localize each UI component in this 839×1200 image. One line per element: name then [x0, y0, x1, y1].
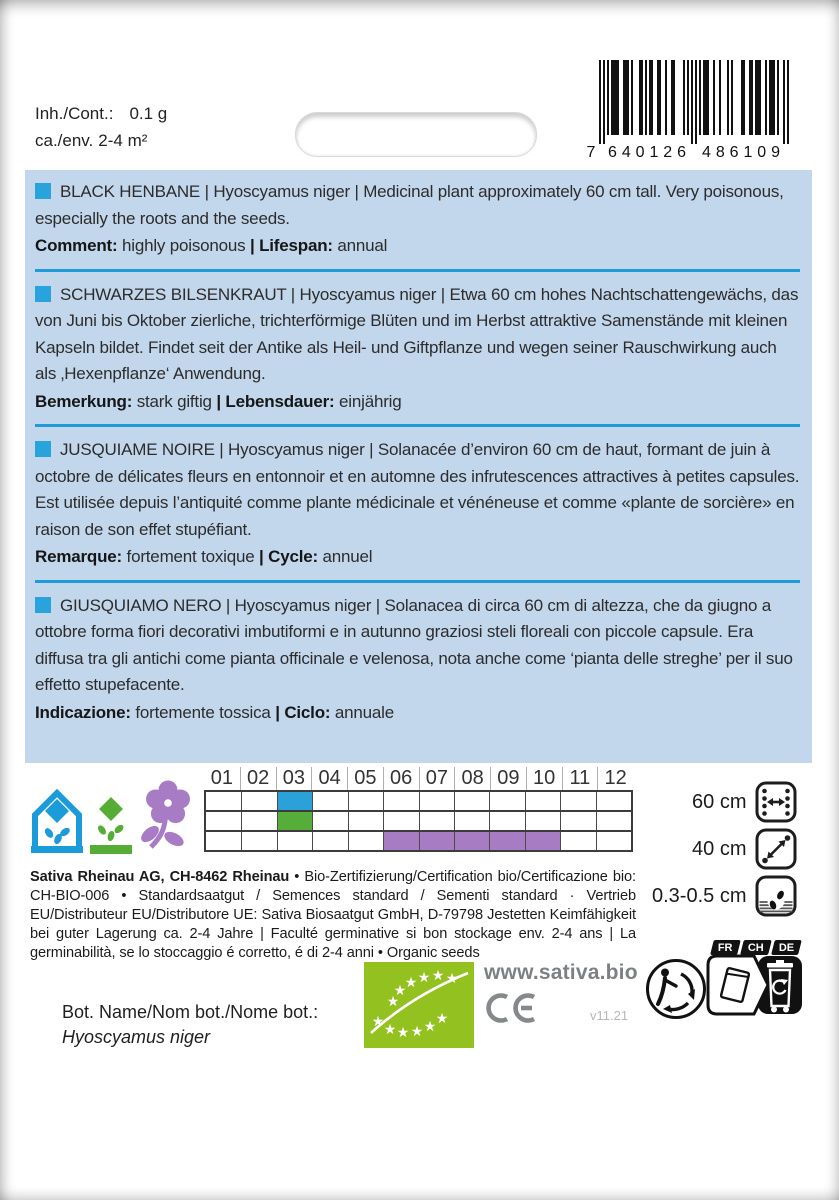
section-text: SCHWARZES BILSENKRAUT | Hyoscyamus niger | Etwa 60 cm hohes Nachtschattengewächs, das von Juni bis Oktober zierliche, trichterförmige Blüten und im Herbst attraktive Samenstände mit kleinen Kapseln bildet. Findet seit der Antike als Heil- und Giftpflanze und wegen seiner Rauschwirkung auch als ‚Hexenpflanze‘ Anwendung.: [35, 284, 799, 383]
calendar-header: [204, 767, 633, 792]
calendar-cell: [348, 832, 383, 850]
content-value: 0.1 g: [129, 104, 168, 123]
calendar-cell: [419, 832, 454, 850]
section-bullet-icon: [35, 441, 51, 457]
ce-mark-icon: [484, 991, 542, 1025]
svg-text:★: ★: [431, 968, 445, 984]
note-label: Indicazione:: [35, 702, 131, 722]
note-value: fortement toxique: [126, 547, 255, 566]
svg-text:★: ★: [404, 975, 418, 991]
calendar-cell: [596, 792, 631, 810]
section-note: [35, 700, 800, 727]
calendar-cell: [277, 792, 312, 810]
calendar-cell: [206, 792, 241, 810]
calendar-month-label: 04: [311, 767, 347, 790]
calendar-cell: [241, 792, 276, 810]
section-text: BLACK HENBANE | Hyoscyamus niger | Medicinal plant approximately 60 cm tall. Very poisonous, especially the roots and the seeds.: [35, 182, 784, 228]
svg-text:★: ★: [383, 1022, 397, 1038]
calendar-cell: [560, 832, 595, 850]
eu-organic-logo: [364, 962, 474, 1053]
section-divider: [35, 580, 800, 583]
calendar-month-label: 06: [383, 767, 419, 790]
section-italian: [35, 593, 800, 727]
sowing-calendar: [204, 767, 633, 852]
svg-text:★: ★: [393, 983, 407, 999]
calendar-cell: [525, 832, 560, 850]
sorting-pictogram: [704, 954, 804, 1018]
calendar-cell: [206, 812, 241, 830]
note-value: annuel: [322, 547, 373, 566]
note-value: annuale: [334, 702, 394, 722]
company-certification-text: [30, 868, 636, 964]
section-divider: [35, 424, 800, 427]
sowing-depth-icon: [755, 875, 797, 917]
website-block: [484, 961, 654, 1025]
note-label: Lebensdauer:: [225, 391, 335, 411]
note-separator: |: [216, 391, 221, 411]
calendar-cell: [489, 832, 524, 850]
calendar-cell: [454, 832, 489, 850]
calendar-cell: [312, 832, 347, 850]
calendar-cell: [241, 812, 276, 830]
spacing-specs: [652, 781, 797, 922]
row-spacing-icon: [755, 781, 797, 823]
content-label: Inh./Cont.:: [35, 104, 114, 123]
section-note: [35, 389, 800, 416]
calendar-cell: [277, 832, 312, 850]
content-info: [35, 100, 167, 154]
calendar-month-label: 09: [490, 767, 526, 790]
triman-recycling-icon: [644, 957, 708, 1026]
version-text: v11.21: [590, 1008, 629, 1023]
calendar-cell: [489, 812, 524, 830]
svg-text:★: ★: [417, 970, 431, 986]
plant-spacing-icon: [755, 828, 797, 870]
sowing-depth-spec: [652, 875, 797, 917]
section-bullet-icon: [35, 597, 51, 613]
calendar-cell: [277, 812, 312, 830]
content-amount-line: [35, 100, 167, 127]
botanical-name-value: Hyoscyamus niger: [62, 1027, 211, 1047]
calendar-month-label: 12: [597, 767, 633, 790]
svg-text:★: ★: [386, 994, 400, 1010]
calendar-cell: [348, 812, 383, 830]
svg-text:★: ★: [445, 971, 459, 987]
svg-text:★: ★: [371, 1014, 385, 1030]
section-text: GIUSQUIAMO NERO | Hyoscyamus niger | Solanacea di circa 60 cm di altezza, che da giugno a ottobre forma fiori decorativi imbutiformi e in autunno graziosi steli floreali con piccole capsule. Era diffusa tra gli antichi come pianta officinale e velenosa, nota anche come ‘pianta delle streghe’ per il suo effetto stupefacente.: [35, 595, 793, 694]
barcode-digit-lead: 7: [586, 144, 596, 160]
calendar-row-flowering: [206, 832, 631, 852]
calendar-cell: [525, 812, 560, 830]
coverage-value: 2-4 m²: [98, 131, 148, 150]
company-name: Sativa Rheinau AG, CH-8462 Rheinau: [30, 868, 290, 885]
note-separator: |: [259, 547, 264, 566]
section-bullet-icon: [35, 286, 51, 302]
info-panel: [25, 170, 812, 763]
calendar-cell: [383, 812, 418, 830]
note-value: einjährig: [339, 391, 402, 411]
botanical-name-block: [62, 1000, 318, 1050]
calendar-cell: [206, 832, 241, 850]
calendar-month-label: 07: [419, 767, 455, 790]
calendar-cell: [525, 792, 560, 810]
svg-text:★: ★: [423, 1019, 437, 1035]
section-divider: [35, 269, 800, 272]
calendar-month-label: 01: [210, 767, 233, 789]
row-spacing-label: 60 cm: [692, 790, 747, 813]
calendar-cell: [241, 832, 276, 850]
section-german: [35, 282, 800, 416]
tab-fr: FR: [710, 940, 740, 955]
coverage-label: ca./env.: [35, 131, 94, 150]
botanical-name-label: Bot. Name/Nom bot./Nome bot.:: [62, 1002, 319, 1022]
plant-spacing-label: 40 cm: [692, 837, 747, 860]
calendar-cell: [312, 812, 347, 830]
note-separator: |: [249, 236, 255, 255]
calendar-cell: [348, 792, 383, 810]
barcode: [583, 58, 795, 165]
note-label: Remarque:: [35, 547, 123, 566]
certification-text: • Bio-Zertifizierung/Certification bio/Certificazione bio: CH-BIO-006 • Standardsaatgut / Semences standard / Sementi standard · Vertrieb EU/Distributeur EU/Distributore UE: Sativa Biosaatgut GmbH, D-79798 Jestetten Keimfähigkeit bei guter Lagerung ca. 2-4 Jahre | Faculté germinative si bon stockage env. 2-4 ans | La germinabilità, se lo stoccaggio é corretto, é di 2-4 anni • Organic seeds: [30, 868, 636, 962]
calendar-cell: [312, 792, 347, 810]
row-spacing-spec: [652, 781, 797, 823]
note-separator: |: [275, 702, 280, 722]
calendar-cell: [560, 792, 595, 810]
note-value: stark giftig: [136, 391, 212, 411]
flower-icon: [138, 780, 198, 855]
tab-de: DE: [771, 940, 802, 955]
calendar-cell: [383, 832, 418, 850]
note-value: annual: [337, 236, 388, 255]
calendar-cell: [454, 812, 489, 830]
note-label: Comment:: [35, 236, 118, 255]
calendar-month-label: 03: [276, 767, 312, 790]
calendar-month-label: 02: [240, 767, 276, 790]
note-value: highly poisonous: [122, 236, 246, 255]
calendar-body: [204, 792, 633, 852]
calendar-cell: [560, 812, 595, 830]
calendar-cell: [419, 792, 454, 810]
coverage-line: [35, 127, 167, 154]
plant-spacing-spec: [652, 828, 797, 870]
section-note: [35, 233, 800, 260]
website-url: www.sativa.bio: [484, 961, 638, 984]
sowing-depth-label: 0.3-0.5 cm: [652, 884, 747, 907]
section-english: [35, 179, 800, 260]
greenhouse-sowing-icon: [30, 787, 84, 853]
calendar-cell: [596, 832, 631, 850]
calendar-cell: [454, 792, 489, 810]
calendar-month-label: 10: [526, 767, 562, 790]
calendar-cell: [489, 792, 524, 810]
note-value: fortemente tossica: [135, 702, 271, 722]
note-label: Ciclo:: [284, 702, 331, 722]
section-text: JUSQUIAME NOIRE | Hyoscyamus niger | Solanacée d’environ 60 cm de haut, formant de juin à octobre de délicates fleurs en entonnoir et en automne des infrutescences attractives à petites capsules. Est utilisée depuis l’antiquité comme plante médicinale et vénéneuse et comme «plante de sorcière» en raison de son effet stupéfiant.: [35, 440, 800, 539]
barcode-digits-left: 640126: [608, 144, 686, 160]
euro-hang-slot: [295, 112, 537, 157]
calendar-month-label: 08: [454, 767, 490, 790]
section-bullet-icon: [35, 183, 51, 199]
tab-ch: CH: [740, 940, 772, 955]
barcode-digits-right: 486109: [702, 144, 780, 160]
note-label: Cycle:: [268, 547, 318, 566]
direct-sowing-icon: [88, 794, 134, 855]
calendar-month-label: 05: [347, 767, 383, 790]
note-label: Bemerkung:: [35, 391, 133, 411]
section-note: [35, 544, 800, 571]
section-french: [35, 437, 800, 571]
calendar-row-sowing-under-glass: [206, 792, 631, 812]
svg-text:★: ★: [410, 1024, 424, 1040]
note-label: Lifespan:: [259, 236, 333, 255]
sorting-instructions-label: [704, 940, 804, 1018]
calendar-row-sowing-outdoors: [206, 812, 631, 832]
barcode-bars: [583, 58, 795, 160]
calendar-cell: [419, 812, 454, 830]
country-tabs: [704, 940, 804, 955]
svg-text:★: ★: [435, 1011, 449, 1027]
svg-text:★: ★: [396, 1025, 410, 1041]
calendar-cell: [383, 792, 418, 810]
calendar-cell: [596, 812, 631, 830]
calendar-month-label: 11: [562, 767, 598, 790]
